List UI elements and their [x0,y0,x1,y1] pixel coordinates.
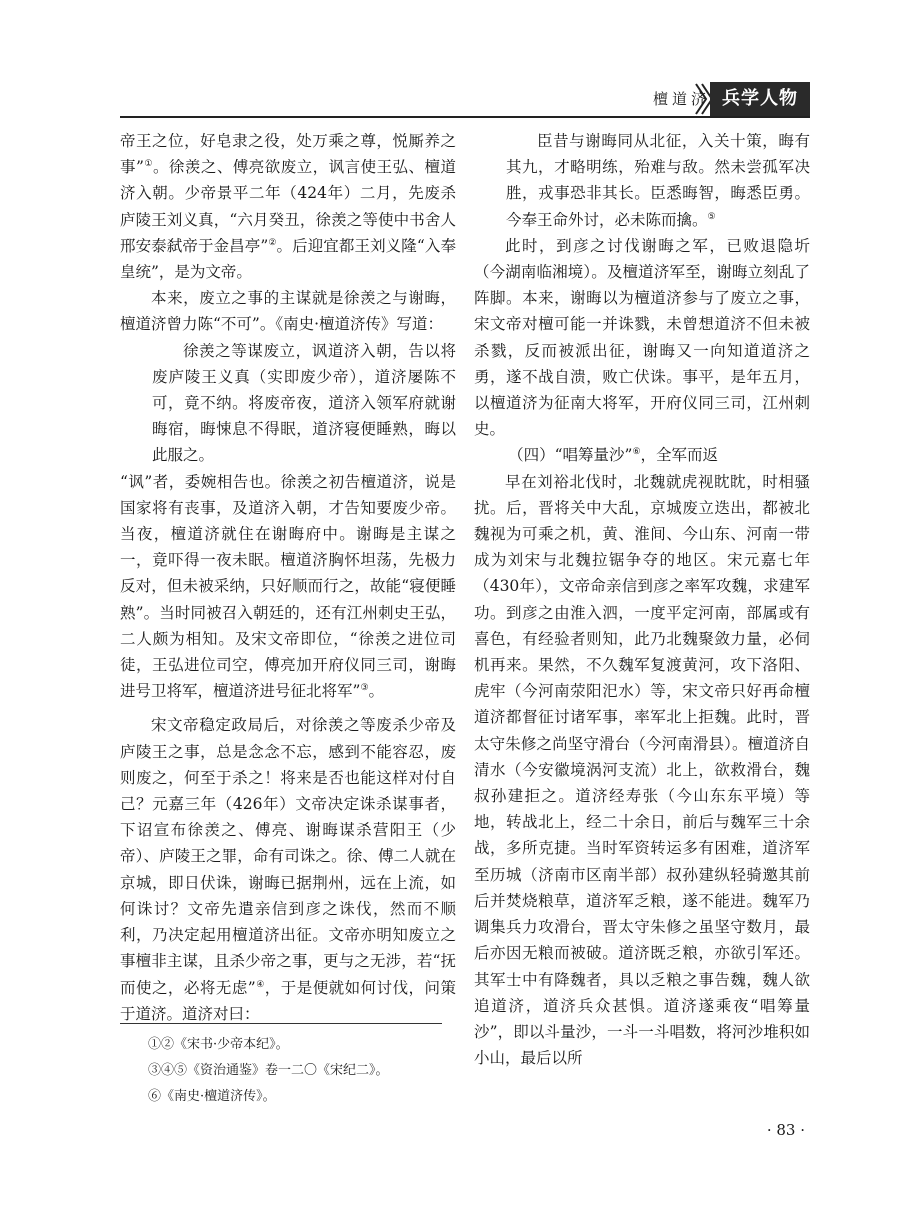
footnote-rule [120,1023,442,1024]
section-tag: 兵学人物 [710,82,810,116]
header-rule [120,116,810,118]
footnote-marker: ③ [360,683,369,694]
page-header [0,0,900,125]
footnote: ③④⑤《资治通鉴》卷一二〇《宋纪二》。 [148,1063,389,1078]
footnote-marker: ② [268,237,277,248]
block-quote: 臣昔与谢晦同从北征，入关十策，晦有其九，才略明练，殆难与敌。然未尝孤军决胜，戎事恐非其长。臣悉晦智，晦悉臣勇。今奉王命外讨，必未陈而擒。⑤ [506,132,810,229]
right-column [474,128,810,1071]
left-column [120,128,456,1027]
footnote: ⑥《南史·檀道济传》。 [148,1089,276,1104]
paragraph: 本来，废立之事的主谋就是徐羡之与谢晦，檀道济曾力陈“不可”。《南史·檀道济传》写道： [120,289,456,334]
paragraph: 帝王之位，好皂隶之役，处万乘之尊，悦厮养之事”①。徐羡之、傅亮欲废立，讽言使王弘、檀道济入朝。少帝景平二年（424年）二月，先废杀庐陵王刘义真，“六月癸丑，徐羡之等使中书舍人邢安泰弑帝于金昌亭”②。后迎宜都王刘义隆“入奉皇统”，是为文帝。 [120,132,456,282]
paragraph: 此时，到彦之讨伐谢晦之军，已败退隐圻（今湖南临湘境）。及檀道济军至，谢晦立刻乱了阵脚。本来，谢晦以为檀道济参与了废立之事，宋文帝对檀可能一并诛戮，未曾想道济不但未被杀戮，反而被派出征，谢晦又一向知道道济之勇，遂不战自溃，败亡伏诛。事平，是年五月，以檀道济为征南大将军，开府仪同三司，江州刺史。 [474,236,810,439]
footnote: ①②《宋书·少帝本纪》。 [148,1037,289,1052]
section-heading: （四）“唱筹量沙”⑥，全军而返 [508,446,719,465]
running-head-title: 檀道济 [652,90,710,108]
paragraph: “讽”者，委婉相告也。徐羡之初告檀道济，说是国家将有丧事，及道济入朝，才告知要废少帝。当夜，檀道济就住在谢晦府中。谢晦是主谋之一，竟吓得一夜未眠。檀道济胸怀坦荡，先极力反对，但未被采纳，只好顺而行之，故能“寝便睡熟”。当时同被召入朝廷的，还有江州刺史王弘，二人颇为相知。及宋文帝即位，“徐羡之进位司徒，王弘进位司空，傅亮加开府仪同三司，谢晦进号卫将军，檀道济进号征北将军”③。 [120,472,456,701]
footnote-marker: ④ [255,979,265,990]
page-number: · 83 · [766,1121,805,1139]
footnote-marker: ① [143,159,153,170]
block-quote: 徐羡之等谋废立，讽道济入朝，告以将废庐陵王义真（实即废少帝），道济屡陈不可，竟不纳。将废帝夜，道济入领军府就谢晦宿，晦悚息不得眠，道济寝便睡熟，晦以此服之。 [152,341,456,465]
paragraph: 早在刘裕北伐时，北魏就虎视眈眈，时相骚扰。后，晋将关中大乱，京城废立迭出，都被北魏视为可乘之机，黄、淮间、今山东、河南一带成为刘宋与北魏拉锯争夺的地区。宋元嘉七年（430年），文帝命亲信到彦之率军攻魏，求建军功。到彦之由淮入泗，一度平定河南，部属或有喜色，有经验者则知，此乃北魏聚敛力量，必伺机再来。果然，不久魏军复渡黄河，攻下洛阳、虎牢（今河南荥阳汜水）等，宋文帝只好再命檀道济都督征讨诸军事，率军北上拒魏。此时，晋太守朱修之尚坚守滑台（今河南滑县）。檀道济自清水（今安徽境涡河支流）北上，欲救滑台，魏叔孙建拒之。道济经寿张（今山东东平境）等地，转战北上，经二十余日，前后与魏军三十余战，多所克捷。当时军资转运多有困难，道济军至历城（济南市区南半部）叔孙建纵轻骑邀其前后并焚烧粮草，道济军乏粮，遂不能进。魏军乃调集兵力攻滑台，晋太守朱修之虽坚守数月，最后亦因无粮而被破。道济既乏粮，亦欲引军还。其军士中有降魏者，具以乏粮之事告魏，魏人欲追道济，道济兵众甚惧。道济遂乘夜“唱筹量沙”，即以斗量沙，一斗一斗唱数，将河沙堆积如小山，最后以所 [474,472,810,1068]
footnotes [148,1032,468,1110]
footnote-marker: ⑥ [632,447,641,458]
footnote-marker: ⑤ [707,211,716,222]
paragraph: 宋文帝稳定政局后，对徐羡之等废杀少帝及庐陵王之事，总是念念不忘，感到不能容忍，废则废之，何至于杀之！将来是否也能这样对付自己？元嘉三年（426年）文帝决定诛杀谋事者，下诏宣布徐羡之、傅亮、谢晦谋杀营阳王（少帝）、庐陵王之罪，命有司诛之。徐、傅二人就在京城，即日伏诛，谢晦已据荆州，远在上流，如何诛讨？文帝先遣亲信到彦之诛伐，然而不顺利，乃决定起用檀道济出征。文帝亦明知废立之事檀非主谋，且杀少帝之事，更与之无涉，若“抚而使之，必将无虑”④，于是便就如何讨伐，问策于道济。道济对曰： [120,716,456,1023]
